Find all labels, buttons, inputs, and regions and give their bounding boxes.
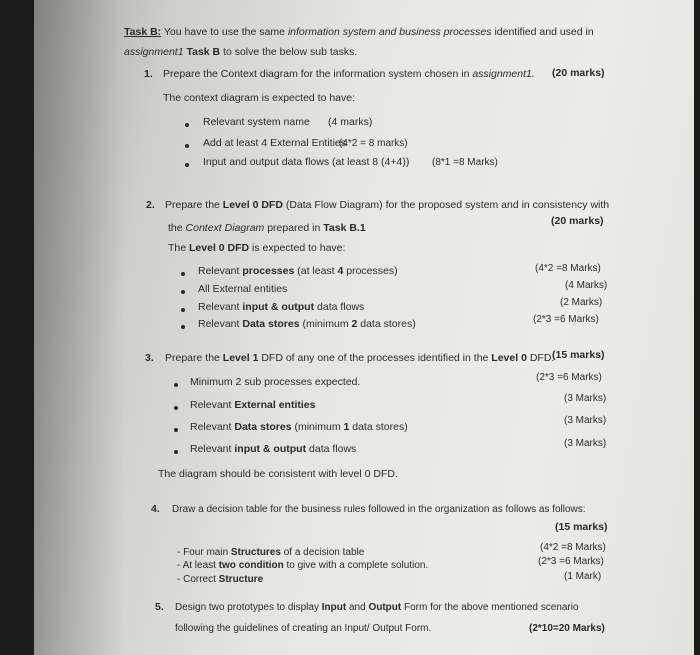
document-page [34,0,694,655]
q1-bullet2-marks: (4*2 = 8 marks) [339,138,408,149]
page-shadow [34,0,124,655]
q3-bullet2-text: Relevant External entities [190,399,316,411]
q5-line1: Design two prototypes to display Input and Output Form for the above mentioned scenario [175,602,579,613]
task-intro-line1: Task B: You have to use the same information system and business processes identified and used in [124,26,594,38]
q3-number: 3. [145,352,154,364]
q1-text: Prepare the Context diagram for the information system chosen in assignment1. [163,68,535,80]
q4-item3: - Correct Structure [177,574,264,585]
bullet-dot [185,144,189,148]
bullet-dot [174,406,178,410]
q4-item3-marks: (1 Mark) [564,571,602,582]
bullet-dot [181,325,185,329]
q2-bullet3-text: Relevant input & output data flows [198,301,365,313]
q2-line1: Prepare the Level 0 DFD (Data Flow Diagram) for the proposed system and in consistency with [165,199,610,211]
q2-bullet2-text: All External entities [198,283,288,295]
q3-consistency-note: The diagram should be consistent with level 0 DFD. [158,468,398,480]
q3-bullet2-marks: (3 Marks) [564,393,607,404]
bullet-dot [181,272,185,276]
bullet-dot [174,450,178,454]
q3-bullet1-text: Minimum 2 sub processes expected. [190,376,361,388]
bullet-dot [181,290,185,294]
q4-number: 4. [151,503,160,515]
q4-marks: (15 marks) [555,521,608,533]
q4-item2-marks: (2*3 =6 Marks) [538,556,604,567]
q4-item2: - At least two condition to give with a complete solution. [177,560,429,571]
task-label: Task B: [124,26,162,38]
bullet-dot [181,308,185,312]
q2-marks: (20 marks) [551,215,604,227]
q3-bullet3-text: Relevant Data stores (minimum 1 data stores) [190,421,408,433]
q1-expected: The context diagram is expected to have: [163,92,356,104]
q1-bullet3-marks: (8*1 =8 Marks) [432,157,498,168]
task-intro-line2: assignment1 Task B to solve the below sub tasks. [124,46,358,58]
q5-number: 5. [155,601,164,613]
q3-bullet3-marks: (3 Marks) [564,415,607,426]
q4-item1: - Four main Structures of a decision table [177,547,365,558]
q5-line2: following the guidelines of creating an Input/ Output Form. [175,623,432,634]
q3-marks: (15 marks) [552,349,605,361]
q1-bullet2-text: Add at least 4 External Entities [203,137,346,149]
q2-expected: The Level 0 DFD is expected to have: [168,242,346,254]
q3-text: Prepare the Level 1 DFD of any one of the processes identified in the Level 0 DFD. [165,352,555,364]
q1-bullet1-text: Relevant system name [203,116,310,128]
q1-bullet3-text: Input and output data flows (at least 8 (4+4)) [203,156,410,168]
q2-bullet4-text: Relevant Data stores (minimum 2 data stores) [198,318,416,330]
q1-number: 1. [144,68,153,80]
q2-bullet1-text: Relevant processes (at least 4 processes) [198,265,398,277]
q3-bullet4-marks: (3 Marks) [564,438,607,449]
q1-bullet1-marks: (4 marks) [328,116,373,128]
q2-bullet2-marks: (4 Marks) [565,280,608,291]
q2-bullet3-marks: (2 Marks) [560,297,603,308]
q4-item1-marks: (4*2 =8 Marks) [540,542,606,553]
bullet-dot [174,383,178,387]
q2-line2: the Context Diagram prepared in Task B.1 [168,222,366,234]
q2-bullet1-marks: (4*2 =8 Marks) [535,263,601,274]
q2-bullet4-marks: (2*3 =6 Marks) [533,314,599,325]
q3-bullet4-text: Relevant input & output data flows [190,443,357,455]
bullet-dot [174,428,178,432]
q1-marks: (20 marks) [552,67,605,79]
bullet-dot [185,163,189,167]
q2-number: 2. [146,199,155,211]
q4-text: Draw a decision table for the business rules followed in the organization as follows as follows: [172,504,586,515]
q3-bullet1-marks: (2*3 =6 Marks) [536,372,602,383]
bullet-dot [185,123,189,127]
q5-marks: (2*10=20 Marks) [529,623,605,634]
